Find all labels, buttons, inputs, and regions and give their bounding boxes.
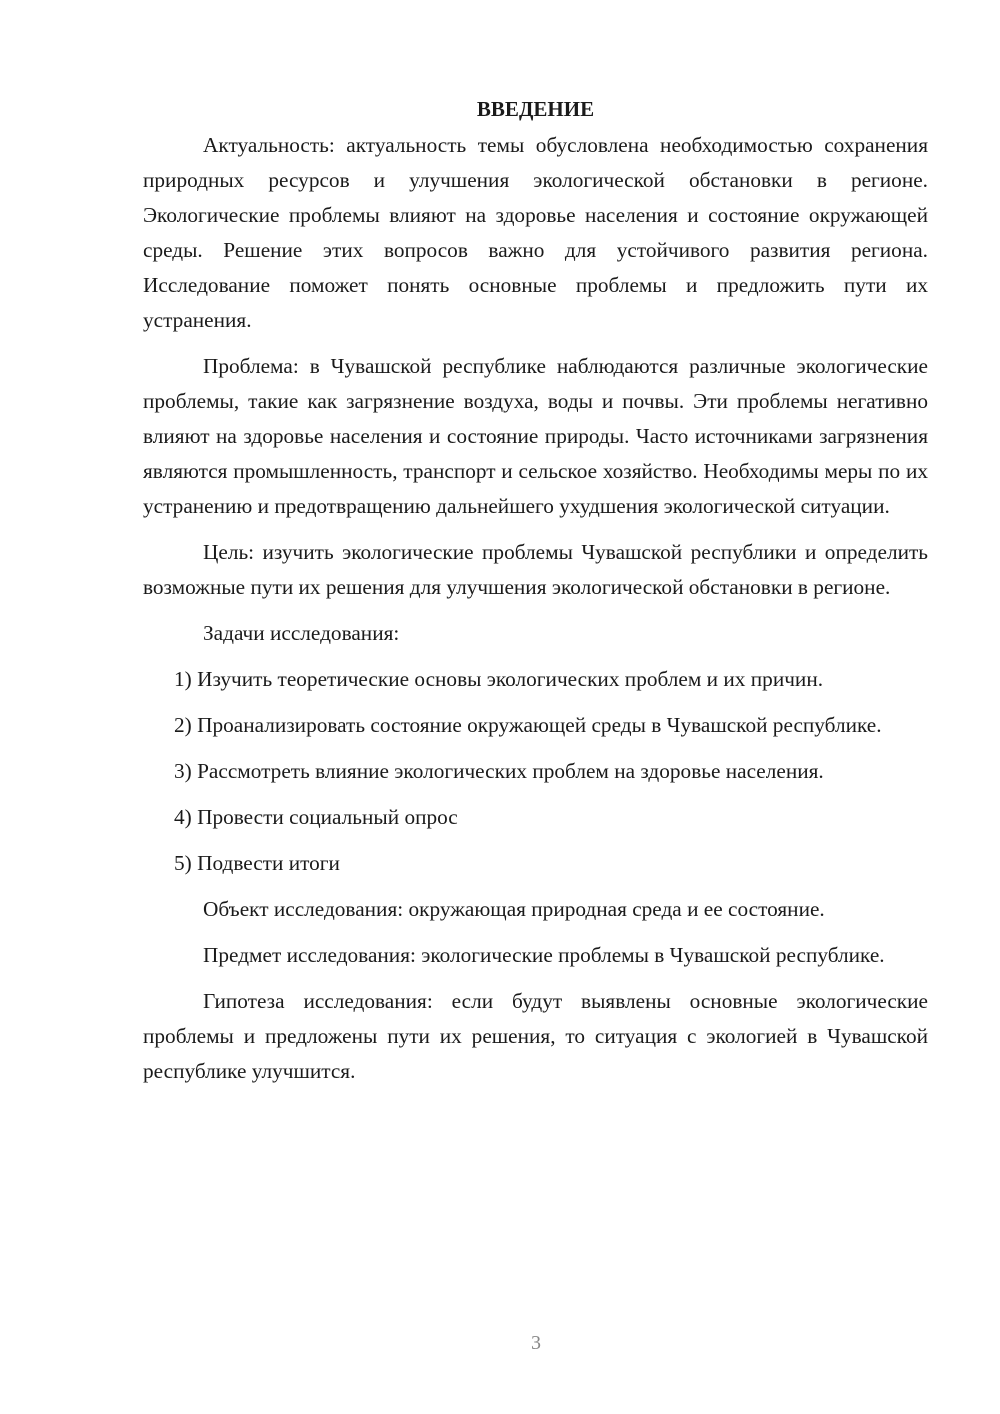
paragraph-relevance: Актуальность: актуальность темы обусловлена необходимостью сохранения природных ресурсов и улучшения экологической обстановки в регионе. Экологические проблемы влияют на здоровье населения и состояние окружающей среды. Решение этих вопросов важно для устойчивого развития региона. Исследование поможет понять основные проблемы и предложить пути их устранения. bbox=[143, 133, 928, 332]
page-number: 3 bbox=[531, 1332, 541, 1354]
paragraph-problem: Проблема: в Чувашской республике наблюдаются различные экологические проблемы, такие как загрязнение воздуха, воды и почвы. Эти проблемы негативно влияют на здоровье населения и состояние природы. Часто источниками загрязнения являются промышленность, транспорт и сельское хозяйство. Необходимы меры по их устранению и предотвращению дальнейшего ухудшения экологической ситуации. bbox=[143, 354, 928, 518]
document-page bbox=[143, 92, 928, 1089]
list-item: 3) Рассмотреть влияние экологических проблем на здоровье населения. bbox=[174, 759, 824, 783]
paragraph-goal: Цель: изучить экологические проблемы Чувашской республики и определить возможные пути их решения для улучшения экологической обстановки в регионе. bbox=[143, 540, 928, 599]
list-item: 1) Изучить теоретические основы экологических проблем и их причин. bbox=[174, 667, 824, 691]
list-item: 5) Подвести итоги bbox=[174, 851, 340, 875]
paragraph-object: Объект исследования: окружающая природная среда и ее состояние. bbox=[203, 897, 825, 921]
paragraph-hypothesis: Гипотеза исследования: если будут выявлены основные экологические проблемы и предложены пути их решения, то ситуация с экологией в Чувашской республике улучшится. bbox=[143, 989, 928, 1083]
tasks-heading: Задачи исследования: bbox=[203, 621, 400, 645]
paragraph-subject: Предмет исследования: экологические проблемы в Чувашской республике. bbox=[203, 943, 885, 967]
list-item: 2) Проанализировать состояние окружающей среды в Чувашской республике. bbox=[174, 713, 882, 737]
tasks-list bbox=[143, 662, 928, 881]
list-item: 4) Провести социальный опрос bbox=[174, 805, 458, 829]
document-title: ВВЕДЕНИЕ bbox=[476, 97, 595, 121]
page-footer bbox=[0, 1332, 1000, 1355]
